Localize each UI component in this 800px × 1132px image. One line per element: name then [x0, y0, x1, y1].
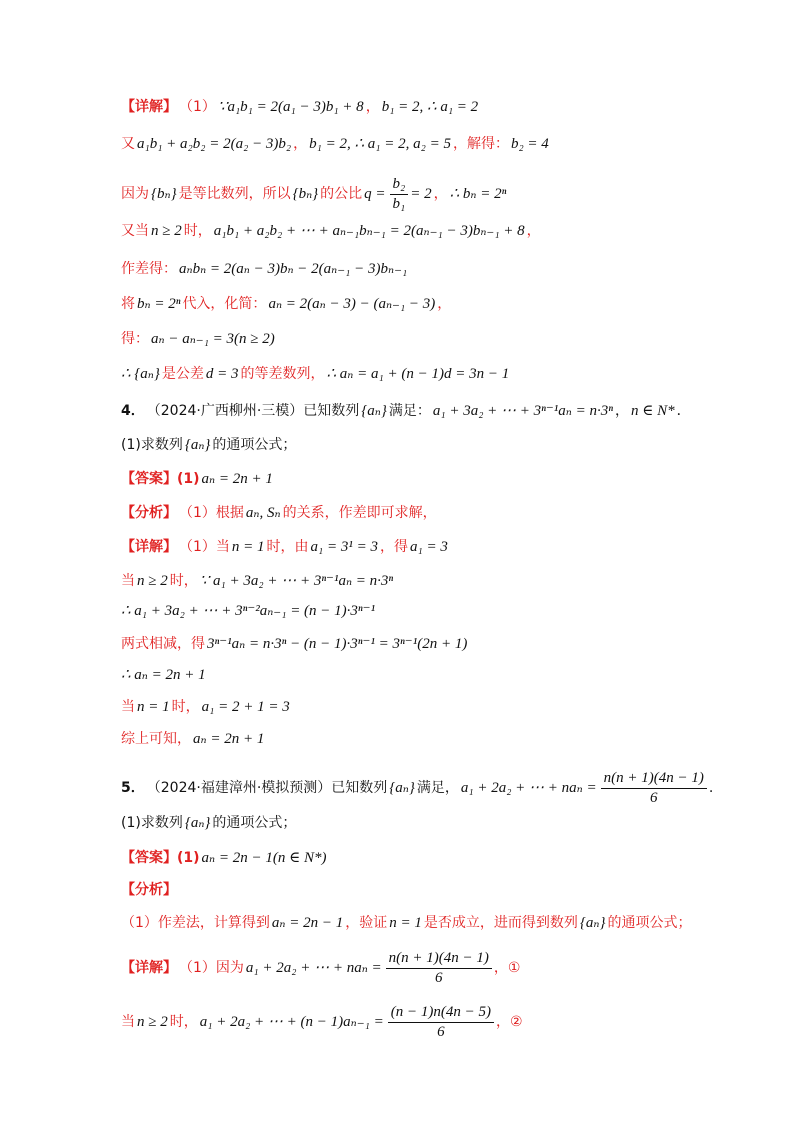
text: 时，由	[266, 538, 309, 555]
solution-line-7	[121, 330, 760, 348]
question-4-analysis	[121, 504, 760, 522]
question-4-detail-4	[121, 635, 760, 653]
answer-tag: 【答案】(1)	[121, 470, 200, 487]
text: 两式相减，得	[121, 635, 205, 652]
equation-marker: ，①	[493, 959, 521, 976]
text: 的公比	[320, 185, 363, 202]
equation: aₙ, Sₙ	[245, 505, 281, 521]
equation: ∵a₁b₁ = 2(a₁ − 3)b₁ + 8	[217, 99, 364, 115]
text: 满足，	[416, 779, 459, 796]
condition: n ≥ 2	[151, 223, 182, 239]
text: 又	[121, 135, 135, 152]
analysis-tag: 【分析】	[121, 882, 177, 898]
sequence-set: {aₙ}	[361, 403, 387, 419]
equation: a₁ + 2a₂ + ⋯ + naₙ =	[245, 960, 382, 976]
solution-line-4	[121, 222, 760, 240]
equation: a₁ + 3a₂ + ⋯ + 3ⁿ⁻¹aₙ = n·3ⁿ	[432, 403, 613, 419]
domain: n ∈ N*	[630, 403, 675, 419]
question-4-part-1	[121, 436, 760, 454]
text: 时，	[169, 1013, 198, 1030]
separator: ，	[293, 135, 308, 152]
separator: ，	[614, 402, 629, 419]
question-5-detail-1	[121, 950, 760, 986]
equation: aₙ = 2n − 1	[271, 915, 344, 931]
separator: .	[708, 779, 714, 796]
separator: ，	[433, 185, 448, 202]
text: （1）根据	[179, 504, 244, 521]
text: 的关系，作差即可求解，	[282, 504, 437, 521]
sum-fraction	[388, 1004, 494, 1040]
text: (1)求数列	[121, 814, 183, 831]
sum-fraction	[601, 770, 707, 806]
ratio-fraction	[390, 176, 409, 212]
part-label: （1）	[179, 98, 216, 115]
equation: = 2	[410, 186, 432, 202]
question-number: 5．	[121, 779, 145, 796]
separator: ，	[365, 98, 380, 115]
text: 代入，化简：	[182, 295, 267, 312]
text: 时，	[171, 698, 200, 715]
equation: aₙ = 2n + 1	[193, 731, 265, 747]
ratio-label: q =	[364, 186, 386, 202]
text: 综上可知，	[121, 730, 191, 747]
question-source: （2024·广西柳州·三模）已知数列	[146, 402, 360, 419]
question-4	[121, 402, 760, 420]
equation: a₁ = 3¹ = 3	[310, 539, 379, 555]
equation: ∴ a₁ + 3a₂ + ⋯ + 3ⁿ⁻²aₙ₋₁ = (n − 1)·3ⁿ⁻¹	[121, 603, 376, 619]
fraction-denominator: 6	[437, 1023, 445, 1040]
equation: ∵ a₁ + 3a₂ + ⋯ + 3ⁿ⁻¹aₙ = n·3ⁿ	[199, 573, 394, 589]
question-4-detail-7	[121, 730, 760, 748]
text: 的等差数列，	[240, 365, 325, 382]
sequence-set: {aₙ}	[184, 437, 211, 453]
equation: aₙ = 2n + 1	[201, 471, 273, 487]
equation: n = 1	[389, 915, 422, 931]
text: 是公差	[161, 365, 204, 382]
solution-line-1	[121, 98, 760, 116]
detail-tag: 【详解】	[121, 959, 177, 976]
text: 的通项公式；	[607, 914, 692, 931]
answer-tag: 【答案】(1)	[121, 849, 200, 866]
solution-line-5	[121, 260, 760, 278]
fraction-numerator: (n − 1)n(4n − 5)	[388, 1004, 494, 1023]
text: 又当	[121, 222, 149, 239]
sequence-set: {bₙ}	[292, 186, 319, 202]
question-5	[121, 770, 760, 806]
fraction-denominator: b₁	[392, 195, 406, 212]
separator: ，	[526, 222, 541, 239]
text: （1）作差法，计算得到	[121, 914, 270, 931]
equation: aₙ − aₙ₋₁ = 3(n ≥ 2)	[151, 331, 275, 347]
equation: ∴ {aₙ}	[121, 366, 160, 382]
question-4-detail-2	[121, 572, 760, 590]
equation: ∴ aₙ = 2n + 1	[121, 667, 206, 683]
sequence-set: {bₙ}	[151, 186, 177, 202]
text: （1）当	[179, 538, 230, 555]
equation: a₁b₁ + a₂b₂ = 2(a₂ − 3)b₂	[137, 136, 292, 152]
question-4-detail-3	[121, 602, 760, 620]
solution-line-2	[121, 135, 760, 153]
equation: a₁ + 2a₂ + ⋯ + naₙ =	[460, 780, 597, 796]
text: 是等比数列，所以	[178, 185, 291, 202]
text: 时，	[183, 222, 212, 239]
question-4-detail-5	[121, 666, 760, 684]
separator: ．	[676, 402, 691, 419]
question-4-answer	[121, 470, 760, 488]
fraction-denominator: 6	[435, 969, 443, 986]
sequence-set: {aₙ}	[579, 915, 606, 931]
equation: b₂ = 4	[510, 136, 549, 152]
text: 时，	[169, 572, 198, 589]
fraction-numerator: b₂	[390, 176, 409, 195]
sequence-set: {aₙ}	[184, 815, 211, 831]
equation-marker: ，②	[495, 1013, 523, 1030]
text: ，验证	[345, 914, 388, 931]
equation: a₁b₁ + a₂b₂ + ⋯ + aₙ₋₁bₙ₋₁ = 2(aₙ₋₁ − 3)bₙ₋₁ + 8	[213, 223, 525, 239]
question-4-detail-6	[121, 698, 760, 716]
equation: aₙ = 2n − 1(n ∈ N*)	[201, 850, 327, 866]
text: (1)求数列	[121, 436, 183, 453]
question-source: （2024·福建漳州·模拟预测）已知数列	[146, 779, 388, 796]
equation: a₁ = 3	[410, 539, 448, 555]
equation: b₁ = 2, ∴ a₁ = 2	[381, 99, 479, 115]
condition: n ≥ 2	[137, 573, 168, 589]
text: （1）因为	[179, 959, 244, 976]
text: 作差得：	[121, 260, 177, 277]
equation: ∴ aₙ = a₁ + (n − 1)d = 3n − 1	[326, 366, 510, 382]
analysis-tag: 【分析】	[121, 504, 177, 521]
equation: b₁ = 2, ∴ a₁ = 2, a₂ = 5	[309, 136, 451, 152]
question-5-analysis-tag	[121, 882, 760, 899]
equation: aₙ = 2(aₙ − 3) − (aₙ₋₁ − 3)	[268, 296, 436, 312]
equation: ∴ bₙ = 2ⁿ	[449, 186, 507, 202]
sum-fraction	[386, 950, 492, 986]
text: 当	[121, 698, 135, 715]
text: 将	[121, 295, 135, 312]
sequence-set: {aₙ}	[389, 780, 415, 796]
question-4-detail-1	[121, 538, 760, 556]
question-number: 4．	[121, 402, 145, 419]
detail-tag: 【详解】	[121, 538, 177, 555]
question-5-part-1	[121, 814, 760, 832]
text: ，得	[380, 538, 409, 555]
text: 因为	[121, 185, 149, 202]
solution-line-6	[121, 295, 760, 313]
question-5-answer	[121, 849, 760, 867]
text: 满足：	[388, 402, 431, 419]
text: 当	[121, 1013, 135, 1030]
separator: ，	[437, 295, 452, 312]
equation: aₙbₙ = 2(aₙ − 3)bₙ − 2(aₙ₋₁ − 3)bₙ₋₁	[179, 261, 408, 277]
text: 当	[121, 572, 135, 589]
equation: a₁ = 2 + 1 = 3	[201, 699, 290, 715]
condition: n = 1	[137, 699, 170, 715]
text: 的通项公式；	[212, 814, 297, 831]
text: 是否成立，进而得到数列	[423, 914, 578, 931]
solution-line-8	[121, 365, 760, 383]
fraction-numerator: n(n + 1)(4n − 1)	[386, 950, 492, 969]
equation: d = 3	[205, 366, 239, 382]
fraction-denominator: 6	[649, 789, 658, 806]
text: 的通项公式；	[212, 436, 297, 453]
solution-line-3	[121, 176, 760, 212]
question-5-detail-2	[121, 1004, 760, 1040]
question-5-analysis	[121, 914, 760, 932]
condition: n ≥ 2	[137, 1014, 168, 1030]
fraction-numerator: n(n + 1)(4n − 1)	[601, 770, 707, 789]
detail-tag: 【详解】	[121, 98, 177, 115]
text: ，解得：	[452, 135, 509, 152]
equation: n = 1	[231, 539, 265, 555]
equation: 3ⁿ⁻¹aₙ = n·3ⁿ − (n − 1)·3ⁿ⁻¹ = 3ⁿ⁻¹(2n + 1)	[207, 636, 468, 652]
text: 得：	[121, 330, 149, 347]
equation: bₙ = 2ⁿ	[137, 296, 181, 312]
equation: a₁ + 2a₂ + ⋯ + (n − 1)aₙ₋₁ =	[199, 1014, 384, 1030]
